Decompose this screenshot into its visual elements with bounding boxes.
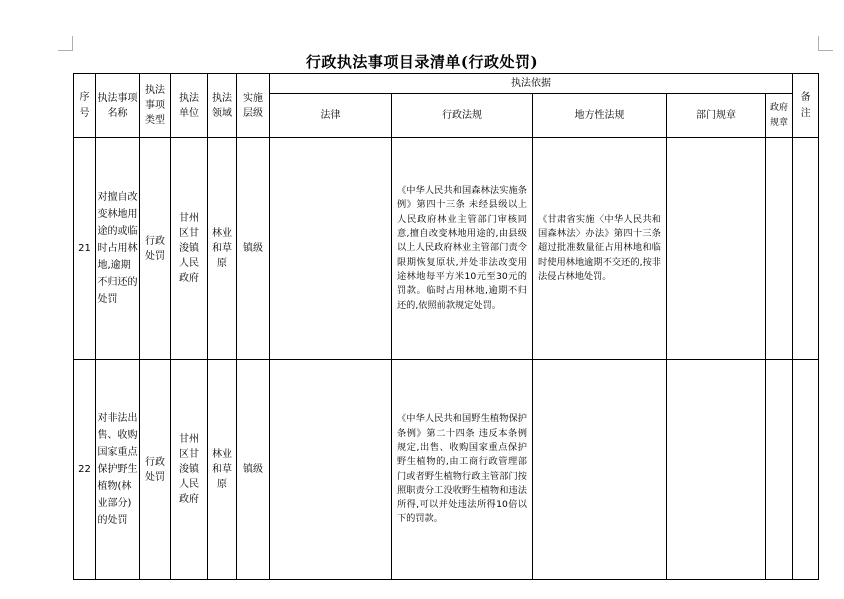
row-seq: 21 bbox=[74, 138, 96, 360]
header-basis: 执法依据 bbox=[270, 74, 793, 94]
header-unit: 执法单位 bbox=[171, 74, 208, 138]
header-field: 执法领域 bbox=[208, 74, 237, 138]
row-gov-rule bbox=[766, 138, 793, 360]
row-dept-rule bbox=[667, 138, 766, 360]
row-item-name: 对非法出售、收购国家重点保护野生植物(林业部分)的处罚 bbox=[96, 360, 140, 580]
row-remark bbox=[793, 138, 819, 360]
header-gov-rule: 政府规章 bbox=[766, 94, 793, 138]
row-seq: 22 bbox=[74, 360, 96, 580]
page-title: 行政执法事项目录清单(行政处罚) bbox=[305, 53, 539, 71]
header-local-reg: 地方性法规 bbox=[533, 94, 667, 138]
header-seq: 序号 bbox=[74, 74, 96, 138]
header-item-name: 执法事项名称 bbox=[96, 74, 140, 138]
header-dept-rule: 部门规章 bbox=[667, 94, 766, 138]
row-item-type: 行政处罚 bbox=[140, 360, 171, 580]
page-corner-mark-left bbox=[58, 36, 73, 51]
row-level: 镇级 bbox=[237, 360, 270, 580]
row-local-reg bbox=[533, 360, 667, 580]
row-gov-rule bbox=[766, 360, 793, 580]
row-unit: 甘州区甘浚镇人民政府 bbox=[171, 360, 208, 580]
header-admin-reg: 行政法规 bbox=[392, 94, 533, 138]
header-item-type: 执法事项类型 bbox=[140, 74, 171, 138]
header-law: 法律 bbox=[270, 94, 392, 138]
row-admin-reg: 《中华人民共和国森林法实施条例》第四十三条 未经县级以上人民政府林业主管部门审核同意,擅自改变林地用途的,由县级以上人民政府林业主管部门责令限期恢复原状,并处非法改变用途林地每平方米10元至30元的罚款。临时占用林地,逾期不归还的,依照前款规定处罚。 bbox=[392, 138, 533, 360]
row-field: 林业和草原 bbox=[208, 360, 237, 580]
row-law bbox=[270, 360, 392, 580]
row-unit: 甘州区甘浚镇人民政府 bbox=[171, 138, 208, 360]
row-level: 镇级 bbox=[237, 138, 270, 360]
row-dept-rule bbox=[667, 360, 766, 580]
row-item-name: 对擅自改变林地用途的或临时占用林地,逾期不归还的处罚 bbox=[96, 138, 140, 360]
header-remark: 备注 bbox=[793, 74, 819, 138]
row-item-type: 行政处罚 bbox=[140, 138, 171, 360]
header-row-1 bbox=[74, 74, 819, 94]
row-law bbox=[270, 138, 392, 360]
enforcement-table bbox=[73, 73, 819, 580]
row-local-reg: 《甘肃省实施〈中华人民共和国森林法〉办法》第四十三条 超过批准数量征占用林地和临时使用林地逾期不交还的,按非法侵占林地处罚。 bbox=[533, 138, 667, 360]
row-remark bbox=[793, 360, 819, 580]
page-corner-mark-right bbox=[818, 36, 833, 51]
row-admin-reg: 《中华人民共和国野生植物保护条例》第二十四条 违反本条例规定,出售、收购国家重点保护野生植物的,由工商行政管理部门或者野生植物行政主管部门按照职责分工没收野生植物和违法所得,可以并处违法所得10倍以下的罚款。 bbox=[392, 360, 533, 580]
header-level: 实施层级 bbox=[237, 74, 270, 138]
row-field: 林业和草原 bbox=[208, 138, 237, 360]
table-row bbox=[74, 138, 819, 360]
table-row bbox=[74, 360, 819, 580]
